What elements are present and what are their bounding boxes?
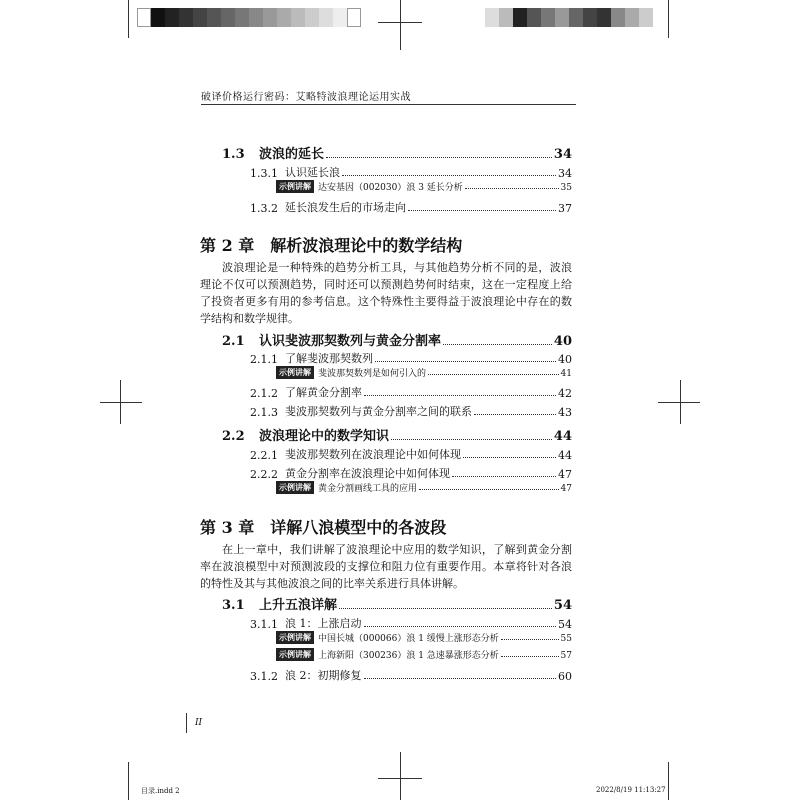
chapter-2-title[interactable]: 第 2 章 解析波浪理论中的数学结构 <box>200 236 463 255</box>
calibration-bar-right <box>485 8 653 27</box>
crop-mark <box>378 778 422 779</box>
crop-mark <box>378 22 422 23</box>
toc-example-1[interactable]: 示例讲解 达安基因（002030）浪 3 延长分析 35 <box>200 180 572 193</box>
page-folio: II <box>195 718 203 728</box>
crop-mark <box>100 402 142 403</box>
folio-tick <box>186 713 187 733</box>
slug-date: 2022/8/19 11:13:27 <box>596 786 666 794</box>
header-rule <box>201 104 576 105</box>
example-badge: 示例讲解 <box>276 648 314 661</box>
crop-mark <box>668 0 669 38</box>
example-badge: 示例讲解 <box>276 631 314 644</box>
example-badge: 示例讲解 <box>276 180 314 193</box>
toc-section-3-1[interactable]: 3.1 上升五浪详解 54 <box>222 598 572 613</box>
toc-subsection-1-3-2[interactable]: 1.3.2 延长浪发生后的市场走向 37 <box>250 201 572 215</box>
chapter-3-title[interactable]: 第 3 章 详解八浪模型中的各波段 <box>200 518 447 537</box>
toc-subsection-1-3-1[interactable]: 1.3.1 认识延长浪 34 <box>250 166 572 180</box>
toc-subsection-2-1-1[interactable]: 2.1.1 了解斐波那契数列 40 <box>250 352 572 366</box>
slug-file: 目录.indd 2 <box>141 787 180 795</box>
example-badge: 示例讲解 <box>276 366 314 379</box>
toc-subsection-2-1-3[interactable]: 2.1.3 斐波那契数列与黄金分割率之间的联系 43 <box>250 405 572 419</box>
example-badge: 示例讲解 <box>276 481 314 494</box>
crop-mark <box>128 0 129 38</box>
crop-mark <box>658 402 700 403</box>
crop-mark <box>400 752 401 800</box>
calibration-bar-left <box>137 8 361 27</box>
crop-mark <box>668 762 669 800</box>
toc-subsection-3-1-1[interactable]: 3.1.1 浪 1：上涨启动 54 <box>250 617 572 631</box>
toc-subsection-2-1-2[interactable]: 2.1.2 了解黄金分割率 42 <box>250 386 572 400</box>
toc-example-2[interactable]: 示例讲解 斐波那契数列是如何引入的 41 <box>200 366 572 379</box>
crop-mark <box>400 0 401 50</box>
chapter-2-intro: 波浪理论是一种特殊的趋势分析工具，与其他趋势分析不同的是，波浪理论不仅可以预测趋势，同时还可以预测趋势何时结束，这在一定程度上给了投资者更多有用的参考信息。这个特殊性主要得益于波浪理论中存在的数学结构和数学规律。 <box>200 261 572 325</box>
toc-section-2-1[interactable]: 2.1 认识斐波那契数列与黄金分割率 40 <box>222 334 572 349</box>
crop-mark <box>128 762 129 800</box>
toc-example-3[interactable]: 示例讲解 黄金分割画线工具的应用 47 <box>200 481 572 494</box>
toc-example-4[interactable]: 示例讲解 中国长城（000066）浪 1 缓慢上涨形态分析 55 <box>200 631 572 644</box>
toc-subsection-3-1-2[interactable]: 3.1.2 浪 2：初期修复 60 <box>250 669 572 683</box>
toc-section-1-3[interactable]: 1.3 波浪的延长 34 <box>222 147 572 162</box>
toc-subsection-2-2-1[interactable]: 2.2.1 斐波那契数列在波浪理论中如何体现 44 <box>250 448 572 462</box>
toc-subsection-2-2-2[interactable]: 2.2.2 黄金分割率在波浪理论中如何体现 47 <box>250 467 572 481</box>
running-header: 破译价格运行密码：艾略特波浪理论运用实战 <box>201 92 411 103</box>
toc-example-5[interactable]: 示例讲解 上海新阳（300236）浪 1 急速暴涨形态分析 57 <box>200 648 572 661</box>
chapter-3-intro: 在上一章中，我们讲解了波浪理论中应用的数学知识，了解到黄金分割率在波浪模型中对预测波段的支撑位和阻力位有重要作用。本章将针对各浪的特性及其与其他波浪之间的比率关系进行具体讲解。 <box>200 543 572 590</box>
toc-section-2-2[interactable]: 2.2 波浪理论中的数学知识 44 <box>222 429 572 444</box>
